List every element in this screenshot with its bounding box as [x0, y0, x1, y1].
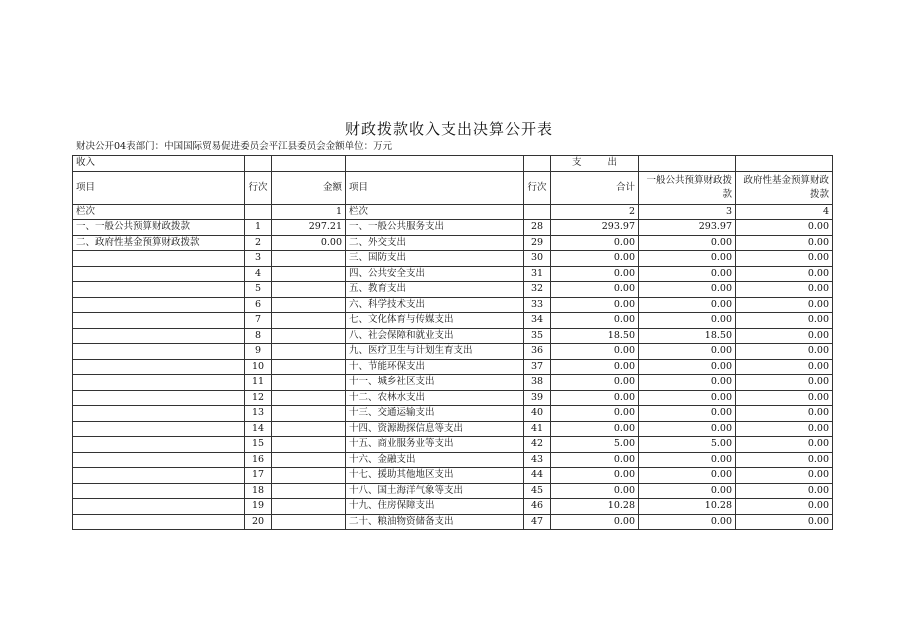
income-rowno-cell: 6 [245, 297, 272, 313]
general-budget-cell: 0.00 [639, 452, 736, 468]
total-cell: 0.00 [551, 251, 639, 267]
expense-item-cell: 四、公共安全支出 [346, 266, 524, 282]
general-budget-header: 一般公共预算财政拨款 [639, 171, 736, 204]
expense-item-cell: 七、文化体育与传媒支出 [346, 313, 524, 329]
income-amount-cell [272, 359, 346, 375]
income-item-cell [73, 468, 245, 484]
expense-item-cell: 十七、援助其他地区支出 [346, 468, 524, 484]
income-amount-cell [272, 483, 346, 499]
expense-item-cell: 九、医疗卫生与计划生育支出 [346, 344, 524, 360]
table-row [73, 437, 833, 453]
expense-item-cell: 一、一般公共服务支出 [346, 220, 524, 236]
table-row [73, 375, 833, 391]
gov-fund-cell: 0.00 [736, 235, 833, 251]
income-amount-cell [272, 328, 346, 344]
income-rowno-cell: 1 [245, 220, 272, 236]
expense-rowno-cell: 38 [524, 375, 551, 391]
income-item-cell [73, 390, 245, 406]
income-amount-cell: 0.00 [272, 235, 346, 251]
total-cell: 0.00 [551, 375, 639, 391]
gov-fund-cell: 0.00 [736, 437, 833, 453]
expense-item-cell: 十五、商业服务业等支出 [346, 437, 524, 453]
income-amount-cell [272, 313, 346, 329]
total-cell: 0.00 [551, 452, 639, 468]
table-row [73, 514, 833, 530]
table-row [73, 266, 833, 282]
income-rowno-cell: 20 [245, 514, 272, 530]
gov-fund-cell: 0.00 [736, 282, 833, 298]
expense-rowno-cell: 31 [524, 266, 551, 282]
general-budget-cell: 0.00 [639, 297, 736, 313]
table-row [73, 282, 833, 298]
total-cell: 0.00 [551, 235, 639, 251]
total-cell: 0.00 [551, 266, 639, 282]
income-item-cell [73, 251, 245, 267]
expense-item-cell: 八、社会保障和就业支出 [346, 328, 524, 344]
general-budget-cell: 0.00 [639, 514, 736, 530]
income-item-header: 项目 [73, 171, 245, 204]
amount-header: 金额 [272, 171, 346, 204]
income-amount-cell [272, 421, 346, 437]
table-row [73, 499, 833, 515]
income-item-cell [73, 375, 245, 391]
expense-rowno-cell: 34 [524, 313, 551, 329]
total-cell: 0.00 [551, 468, 639, 484]
income-rowno-cell: 14 [245, 421, 272, 437]
expense-item-cell: 二、外交支出 [346, 235, 524, 251]
gov-fund-cell: 0.00 [736, 359, 833, 375]
expense-rowno-cell: 40 [524, 406, 551, 422]
income-item-cell [73, 499, 245, 515]
general-budget-cell: 0.00 [639, 344, 736, 360]
total-cell: 0.00 [551, 514, 639, 530]
income-item-cell [73, 344, 245, 360]
income-rowno-cell: 11 [245, 375, 272, 391]
income-rowno-cell: 8 [245, 328, 272, 344]
table-row [73, 468, 833, 484]
income-rowno-cell: 9 [245, 344, 272, 360]
total-header: 合计 [551, 171, 639, 204]
gov-fund-cell: 0.00 [736, 375, 833, 391]
expense-rowno-cell: 30 [524, 251, 551, 267]
total-cell: 0.00 [551, 421, 639, 437]
gov-fund-cell: 0.00 [736, 344, 833, 360]
table-row [73, 313, 833, 329]
income-amount-cell [272, 282, 346, 298]
total-cell: 0.00 [551, 483, 639, 499]
expense-item-cell: 十九、住房保障支出 [346, 499, 524, 515]
general-budget-cell: 18.50 [639, 328, 736, 344]
general-budget-cell: 0.00 [639, 375, 736, 391]
general-budget-cell: 0.00 [639, 421, 736, 437]
col-index-3: 3 [639, 204, 736, 220]
expense-item-cell: 十一、城乡社区支出 [346, 375, 524, 391]
income-rowno-cell: 7 [245, 313, 272, 329]
header-row-1 [73, 156, 833, 172]
income-item-cell: 一、一般公共预算财政拨款 [73, 220, 245, 236]
total-cell: 0.00 [551, 282, 639, 298]
expense-item-cell: 十八、国土海洋气象等支出 [346, 483, 524, 499]
income-item-cell: 二、政府性基金预算财政拨款 [73, 235, 245, 251]
expense-rowno-cell: 46 [524, 499, 551, 515]
expense-rowno-cell: 43 [524, 452, 551, 468]
expense-rowno-cell: 29 [524, 235, 551, 251]
expense-rowno-cell: 42 [524, 437, 551, 453]
income-rowno-cell: 19 [245, 499, 272, 515]
income-rowno-cell: 2 [245, 235, 272, 251]
expense-item-cell: 十三、交通运输支出 [346, 406, 524, 422]
expense-rowno-header: 行次 [524, 171, 551, 204]
income-rowno-cell: 16 [245, 452, 272, 468]
income-item-cell [73, 359, 245, 375]
gov-fund-cell: 0.00 [736, 483, 833, 499]
expense-item-cell: 十六、金融支出 [346, 452, 524, 468]
table-row [73, 328, 833, 344]
income-amount-cell [272, 406, 346, 422]
income-item-cell [73, 514, 245, 530]
expense-rowno-cell: 36 [524, 344, 551, 360]
table-row [73, 297, 833, 313]
table-row [73, 483, 833, 499]
column-index-row [73, 204, 833, 220]
income-amount-cell [272, 344, 346, 360]
income-rowno-cell: 5 [245, 282, 272, 298]
expense-item-cell: 十、节能环保支出 [346, 359, 524, 375]
income-item-cell [73, 328, 245, 344]
general-budget-cell: 10.28 [639, 499, 736, 515]
income-amount-cell [272, 452, 346, 468]
expense-item-cell: 十四、资源勘探信息等支出 [346, 421, 524, 437]
income-rowno-cell: 13 [245, 406, 272, 422]
table-row [73, 251, 833, 267]
table-row [73, 344, 833, 360]
income-amount-cell [272, 390, 346, 406]
gov-fund-cell: 0.00 [736, 297, 833, 313]
income-amount-cell [272, 499, 346, 515]
expense-item-cell: 二十、粮油物资储备支出 [346, 514, 524, 530]
gov-fund-cell: 0.00 [736, 468, 833, 484]
gov-fund-cell: 0.00 [736, 328, 833, 344]
gov-fund-header: 政府性基金预算财政拨款 [736, 171, 833, 204]
expense-header: 支 出 [551, 156, 639, 172]
expense-rowno-cell: 47 [524, 514, 551, 530]
gov-fund-cell: 0.00 [736, 499, 833, 515]
gov-fund-cell: 0.00 [736, 266, 833, 282]
general-budget-cell: 0.00 [639, 483, 736, 499]
table-row [73, 235, 833, 251]
income-item-cell [73, 421, 245, 437]
income-amount-cell: 297.21 [272, 220, 346, 236]
income-rowno-header: 行次 [245, 171, 272, 204]
general-budget-cell: 0.00 [639, 313, 736, 329]
expense-rowno-cell: 45 [524, 483, 551, 499]
expense-rowno-cell: 28 [524, 220, 551, 236]
gov-fund-cell: 0.00 [736, 421, 833, 437]
col-index-4: 4 [736, 204, 833, 220]
expense-item-cell: 五、教育支出 [346, 282, 524, 298]
expense-item-cell: 三、国防支出 [346, 251, 524, 267]
col-label-income: 栏次 [73, 204, 245, 220]
expense-rowno-cell: 37 [524, 359, 551, 375]
general-budget-cell: 5.00 [639, 437, 736, 453]
income-item-cell [73, 297, 245, 313]
general-budget-cell: 0.00 [639, 359, 736, 375]
general-budget-cell: 0.00 [639, 390, 736, 406]
general-budget-cell: 0.00 [639, 406, 736, 422]
income-amount-cell [272, 468, 346, 484]
income-item-cell [73, 313, 245, 329]
income-rowno-cell: 3 [245, 251, 272, 267]
income-item-cell [73, 483, 245, 499]
table-row [73, 406, 833, 422]
total-cell: 0.00 [551, 297, 639, 313]
income-amount-cell [272, 297, 346, 313]
expense-item-header: 项目 [346, 171, 524, 204]
income-item-cell [73, 406, 245, 422]
gov-fund-cell: 0.00 [736, 390, 833, 406]
col-index-1: 1 [272, 204, 346, 220]
table-subtitle: 财决公开04表部门：中国国际贸易促进委员会平江县委员会金额单位：万元 [76, 141, 393, 152]
general-budget-cell: 0.00 [639, 251, 736, 267]
expense-rowno-cell: 32 [524, 282, 551, 298]
income-item-cell [73, 282, 245, 298]
total-cell: 0.00 [551, 390, 639, 406]
general-budget-cell: 0.00 [639, 235, 736, 251]
table-row [73, 220, 833, 236]
gov-fund-cell: 0.00 [736, 313, 833, 329]
general-budget-cell: 0.00 [639, 266, 736, 282]
total-cell: 18.50 [551, 328, 639, 344]
finance-table [72, 155, 833, 530]
income-item-cell [73, 437, 245, 453]
income-header: 收入 [73, 156, 245, 172]
table-row [73, 390, 833, 406]
col-label-expense: 栏次 [346, 204, 524, 220]
gov-fund-cell: 0.00 [736, 251, 833, 267]
income-amount-cell [272, 437, 346, 453]
total-cell: 0.00 [551, 406, 639, 422]
table-row [73, 421, 833, 437]
income-amount-cell [272, 375, 346, 391]
gov-fund-cell: 0.00 [736, 220, 833, 236]
income-item-cell [73, 452, 245, 468]
page-title: 财政拨款收入支出决算公开表 [344, 120, 553, 138]
income-rowno-cell: 12 [245, 390, 272, 406]
total-cell: 293.97 [551, 220, 639, 236]
expense-rowno-cell: 33 [524, 297, 551, 313]
income-amount-cell [272, 514, 346, 530]
income-amount-cell [272, 251, 346, 267]
col-index-2: 2 [551, 204, 639, 220]
income-amount-cell [272, 266, 346, 282]
total-cell: 0.00 [551, 344, 639, 360]
total-cell: 5.00 [551, 437, 639, 453]
general-budget-cell: 0.00 [639, 282, 736, 298]
income-item-cell [73, 266, 245, 282]
header-row-2 [73, 171, 833, 204]
table-row [73, 359, 833, 375]
general-budget-cell: 293.97 [639, 220, 736, 236]
expense-rowno-cell: 41 [524, 421, 551, 437]
income-rowno-cell: 4 [245, 266, 272, 282]
income-rowno-cell: 10 [245, 359, 272, 375]
total-cell: 10.28 [551, 499, 639, 515]
income-rowno-cell: 15 [245, 437, 272, 453]
total-cell: 0.00 [551, 359, 639, 375]
expense-rowno-cell: 39 [524, 390, 551, 406]
expense-rowno-cell: 35 [524, 328, 551, 344]
income-rowno-cell: 17 [245, 468, 272, 484]
expense-item-cell: 六、科学技术支出 [346, 297, 524, 313]
general-budget-cell: 0.00 [639, 468, 736, 484]
income-rowno-cell: 18 [245, 483, 272, 499]
gov-fund-cell: 0.00 [736, 514, 833, 530]
expense-item-cell: 十二、农林水支出 [346, 390, 524, 406]
table-row [73, 452, 833, 468]
gov-fund-cell: 0.00 [736, 452, 833, 468]
gov-fund-cell: 0.00 [736, 406, 833, 422]
expense-rowno-cell: 44 [524, 468, 551, 484]
total-cell: 0.00 [551, 313, 639, 329]
